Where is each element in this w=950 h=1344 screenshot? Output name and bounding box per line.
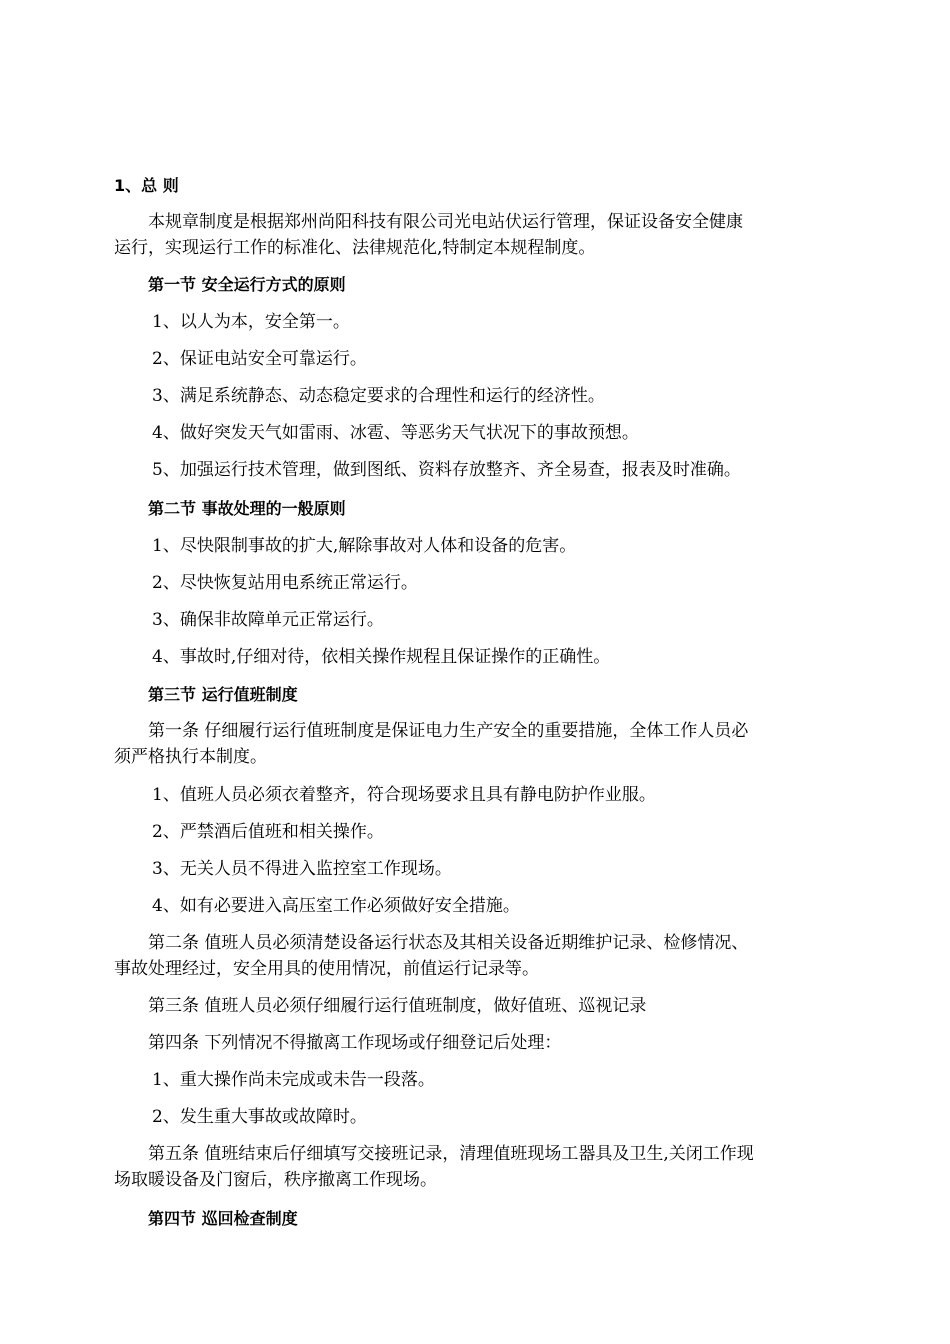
article-5-line-1: 第五条 值班结束后仔细填写交接班记录，清理值班现场工器具及卫生,关闭工作现 <box>148 1144 754 1164</box>
list-item: 3、确保非故障单元正常运行。 <box>152 610 384 630</box>
chapter-heading: 1、总 则 <box>114 176 179 195</box>
section-title: 第四节 巡回检查制度 <box>148 1209 298 1228</box>
list-item: 2、严禁酒后值班和相关操作。 <box>152 822 384 842</box>
list-item: 4、做好突发天气如雷雨、冰雹、等恶劣天气状况下的事故预想。 <box>152 423 639 443</box>
section-title: 第一节 安全运行方式的原则 <box>148 275 346 294</box>
list-item: 5、加强运行技术管理，做到图纸、资料存放整齐、齐全易查，报表及时准确。 <box>152 460 741 480</box>
article-3: 第三条 值班人员必须仔细履行运行值班制度，做好值班、巡视记录 <box>148 996 647 1016</box>
list-item: 2、尽快恢复站用电系统正常运行。 <box>152 573 418 593</box>
section-title: 第二节 事故处理的一般原则 <box>148 499 346 518</box>
article-1-line-2: 须严格执行本制度。 <box>114 747 267 767</box>
list-item: 3、无关人员不得进入监控室工作现场。 <box>152 859 452 879</box>
intro-paragraph-line-2: 运行，实现运行工作的标准化、法律规范化,特制定本规程制度。 <box>114 238 596 258</box>
article-4: 第四条 下列情况不得撤离工作现场或仔细登记后处理： <box>148 1033 562 1053</box>
list-item: 4、如有必要进入高压室工作必须做好安全措施。 <box>152 896 520 916</box>
intro-paragraph-line-1: 本规章制度是根据郑州尚阳科技有限公司光电站伏运行管理，保证设备安全健康 <box>148 212 743 232</box>
article-2-line-1: 第二条 值班人员必须清楚设备运行状态及其相关设备近期维护记录、检修情况、 <box>148 933 749 953</box>
article-1-line-1: 第一条 仔细履行运行值班制度是保证电力生产安全的重要措施，全体工作人员必 <box>148 721 749 741</box>
list-item: 3、满足系统静态、动态稳定要求的合理性和运行的经济性。 <box>152 386 605 406</box>
article-5-line-2: 场取暖设备及门窗后，秩序撤离工作现场。 <box>114 1170 437 1190</box>
section-title: 第三节 运行值班制度 <box>148 685 298 704</box>
article-2-line-2: 事故处理经过，安全用具的使用情况，前值运行记录等。 <box>114 959 539 979</box>
list-item: 2、保证电站安全可靠运行。 <box>152 349 367 369</box>
list-item: 1、重大操作尚未完成或未告一段落。 <box>152 1070 435 1090</box>
list-item: 1、以人为本，安全第一。 <box>152 312 350 332</box>
list-item: 4、事故时,仔细对待，依相关操作规程且保证操作的正确性。 <box>152 647 611 667</box>
list-item: 1、尽快限制事故的扩大,解除事故对人体和设备的危害。 <box>152 536 577 556</box>
list-item: 2、发生重大事故或故障时。 <box>152 1107 367 1127</box>
list-item: 1、值班人员必须衣着整齐，符合现场要求且具有静电防护作业服。 <box>152 785 656 805</box>
